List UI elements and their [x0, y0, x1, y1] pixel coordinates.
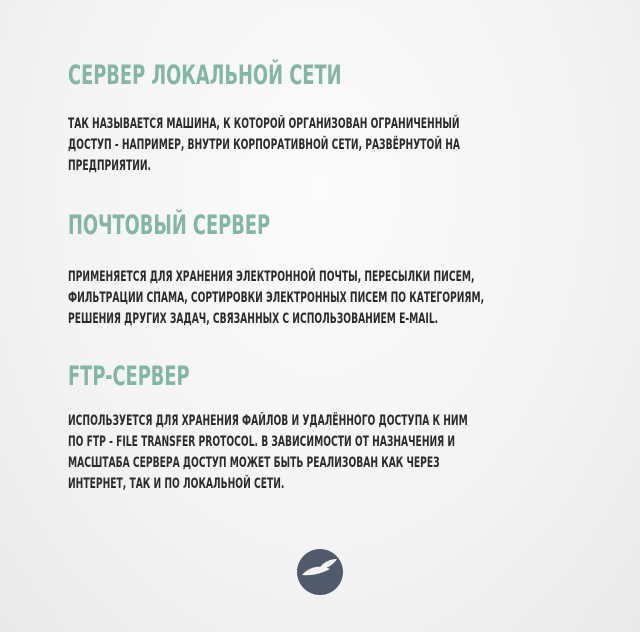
body-line: ИСПОЛЬЗУЕТСЯ ДЛЯ ХРАНЕНИЯ ФАЙЛОВ И УДАЛЁННОГО ДОСТУПА К НИМ: [68, 413, 468, 429]
section-title: СЕРВЕР ЛОКАЛЬНОЙ СЕТИ: [68, 60, 342, 91]
section-title: FTP-СЕРВЕР: [68, 361, 190, 392]
section-ftp-server: [68, 361, 598, 495]
leaf-logo-icon: [296, 548, 344, 596]
section-mail-server: [68, 210, 598, 330]
section-title: ПОЧТОВЫЙ СЕРВЕР: [68, 210, 271, 241]
body-line: ДОСТУП - НАПРИМЕР, ВНУТРИ КОРПОРАТИВНОЙ СЕТИ, РАЗВЁРНУТОЙ НА: [68, 137, 460, 153]
body-line: РЕШЕНИЯ ДРУГИХ ЗАДАЧ, СВЯЗАННЫХ С ИСПОЛЬЗОВАНИЕМ E-MAIL.: [68, 311, 439, 327]
body-line: ИНТЕРНЕТ, ТАК И ПО ЛОКАЛЬНОЙ СЕТИ.: [68, 476, 285, 492]
body-line: ФИЛЬТРАЦИИ СПАМА, СОРТИРОВКИ ЭЛЕКТРОННЫХ ПИСЕМ ПО КАТЕГОРИЯМ,: [68, 290, 485, 306]
section-body: [68, 114, 592, 177]
section-local-server: [68, 60, 598, 177]
section-body: [68, 267, 592, 330]
leaf-logo-svg: [296, 548, 344, 596]
body-line: ПРИМЕНЯЕТСЯ ДЛЯ ХРАНЕНИЯ ЭЛЕКТРОННОЙ ПОЧТЫ, ПЕРЕСЫЛКИ ПИСЕМ,: [68, 269, 475, 285]
body-line: ТАК НАЗЫВАЕТСЯ МАШИНА, К КОТОРОЙ ОРГАНИЗОВАН ОГРАНИЧЕННЫЙ: [68, 116, 460, 132]
body-line: ПРЕДПРИЯТИИ.: [68, 158, 152, 174]
body-line: ПО FTP - FILE TRANSFER PROTOCOL. В ЗАВИСИМОСТИ ОТ НАЗНАЧЕНИЯ И: [68, 434, 456, 450]
section-body: [68, 411, 592, 495]
body-line: МАСШТАБА СЕРВЕРА ДОСТУП МОЖЕТ БЫТЬ РЕАЛИЗОВАН КАК ЧЕРЕЗ: [68, 455, 440, 471]
